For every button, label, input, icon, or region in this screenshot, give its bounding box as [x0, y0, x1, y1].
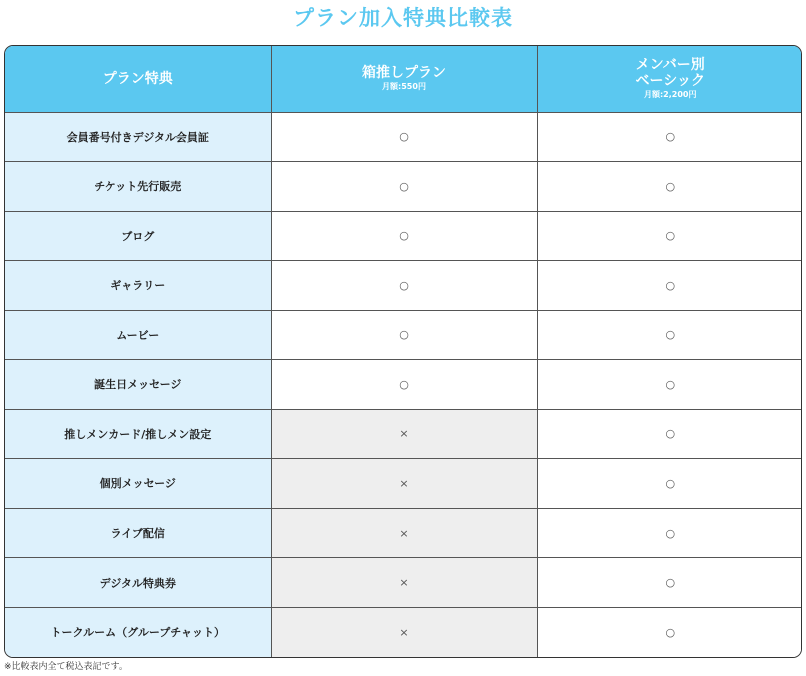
- table-row: [5, 409, 802, 459]
- feature-label: 誕生日メッセージ: [5, 360, 271, 410]
- feature-label: 会員番号付きデジタル会員証: [5, 112, 271, 162]
- header-plan-hakooshi: [271, 46, 537, 112]
- feature-label: トークルーム（グループチャット）: [5, 607, 271, 657]
- available-mark: ○: [537, 211, 802, 261]
- table-row: [5, 261, 802, 311]
- feature-label: ギャラリー: [5, 261, 271, 311]
- table-row: [5, 112, 802, 162]
- available-mark: ○: [271, 360, 537, 410]
- unavailable-mark: ×: [271, 607, 537, 657]
- available-mark: ○: [537, 508, 802, 558]
- available-mark: ○: [537, 310, 802, 360]
- header-plan-member-basic: [537, 46, 802, 112]
- unavailable-mark: ×: [271, 558, 537, 608]
- feature-label: チケット先行販売: [5, 162, 271, 212]
- available-mark: ○: [537, 409, 802, 459]
- table-row: [5, 607, 802, 657]
- table-row: [5, 459, 802, 509]
- feature-label: 推しメンカード/推しメン設定: [5, 409, 271, 459]
- feature-label: ムービー: [5, 310, 271, 360]
- table-row: [5, 162, 802, 212]
- available-mark: ○: [537, 360, 802, 410]
- plan-name: ベーシック: [635, 73, 705, 90]
- header-feature: [5, 46, 271, 112]
- plan-price: 月額:550円: [382, 82, 426, 92]
- unavailable-mark: ×: [271, 508, 537, 558]
- plan-name: 箱推しプラン: [362, 65, 446, 82]
- table-header-row: [5, 46, 802, 112]
- feature-label: ライブ配信: [5, 508, 271, 558]
- available-mark: ○: [537, 112, 802, 162]
- unavailable-mark: ×: [271, 409, 537, 459]
- feature-label: ブログ: [5, 211, 271, 261]
- plan-name: メンバー別: [635, 57, 705, 74]
- available-mark: ○: [271, 162, 537, 212]
- table-row: [5, 310, 802, 360]
- table-row: [5, 508, 802, 558]
- page-title: プラン加入特典比較表: [293, 6, 513, 30]
- table-row: [5, 211, 802, 261]
- header-feature-label: プラン特典: [102, 70, 173, 87]
- available-mark: ○: [537, 459, 802, 509]
- available-mark: ○: [271, 112, 537, 162]
- available-mark: ○: [271, 211, 537, 261]
- plan-price: 月額:2,200円: [643, 90, 697, 100]
- available-mark: ○: [537, 162, 802, 212]
- table-row: [5, 558, 802, 608]
- available-mark: ○: [271, 310, 537, 360]
- comparison-table-container: [4, 45, 802, 658]
- available-mark: ○: [271, 261, 537, 311]
- feature-label: 個別メッセージ: [5, 459, 271, 509]
- unavailable-mark: ×: [271, 459, 537, 509]
- comparison-table: [5, 46, 802, 657]
- table-row: [5, 360, 802, 410]
- footnote: ※比較表内全て税込表記です。: [4, 662, 128, 672]
- available-mark: ○: [537, 261, 802, 311]
- available-mark: ○: [537, 558, 802, 608]
- feature-label: デジタル特典券: [5, 558, 271, 608]
- available-mark: ○: [537, 607, 802, 657]
